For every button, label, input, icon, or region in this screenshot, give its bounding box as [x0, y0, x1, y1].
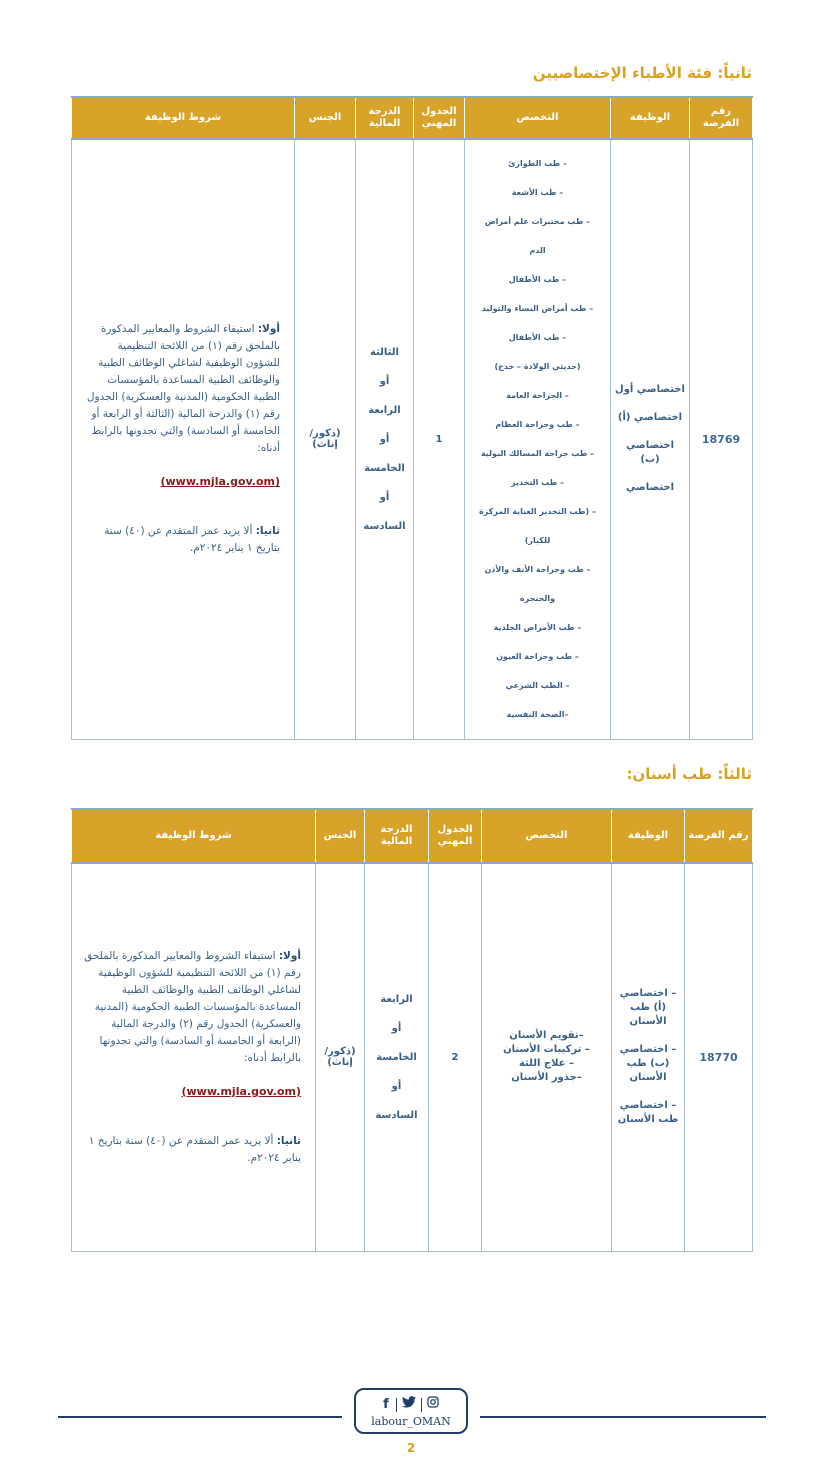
header-specialty: التخصص [482, 809, 612, 863]
mjla-link[interactable]: (www.mjla.gov.om) [181, 1084, 301, 1098]
job-title: اختصاصي [625, 482, 675, 494]
header-conditions: شروط الوظيفة [72, 97, 295, 139]
header-conditions: شروط الوظيفة [72, 809, 316, 863]
header-schedule: الجدول المهني [414, 97, 465, 139]
specialty-item: – طب وجراحة الأنف والأذن [484, 565, 591, 575]
gender: (ذكور/ إناث) [316, 863, 365, 1251]
facebook-icon[interactable]: f [383, 1397, 391, 1412]
specialty-item: – الطب الشرعي [505, 681, 570, 691]
condition-1-text: استيفاء الشروط والمعايير المذكورة بالملحق رقم (١) من اللائحة التنظيمية للشؤون الوظيفية لشاغلي الوظائف الطبية والوظائف الطبية المساعدة بالمؤسسات الطبية الحكومية (المدنية والعسكرية) الجدول رقم (١) والدرجة المالية (الثالثة أو الرابعة أو الخامسة أو السادسة) والتي تجدونها بالرابط أدناه: [86, 323, 280, 455]
specialty-item: –جذور الأسنان [511, 1072, 582, 1084]
table-row [72, 139, 753, 739]
header-gender: الجنس [316, 809, 365, 863]
header-gender: الجنس [295, 97, 356, 139]
job-title: اختصاصي أول [615, 384, 685, 396]
header-opp-no: رقم الفرصة [685, 809, 753, 863]
header-grade: الدرجة المالية [356, 97, 414, 139]
header-opp-no: رقم الفرصة [690, 97, 753, 139]
grade-item: الخامسة [376, 1051, 417, 1063]
specialty-item: للكبار) [524, 536, 551, 546]
specialty-item: – (طب التخدير العناية المركزة [478, 507, 596, 517]
specialty-item: – طب الأمراض الجلدية [493, 623, 582, 633]
specialty-item: – طب الأشعة [511, 188, 564, 198]
specialty-item: – تركيبات الأسنان [503, 1044, 590, 1056]
specialty-item: – طب التخدير [511, 478, 564, 488]
specialty-item: – طب جراحة المسالك البولية [480, 449, 595, 459]
job-title: اختصاصي (ب) [625, 440, 675, 466]
header-job: الوظيفة [612, 809, 685, 863]
grade-item: الخامسة [364, 462, 405, 474]
condition-1-label: أولا: [278, 949, 301, 962]
grade-item: الرابعة [380, 993, 413, 1005]
header-schedule: الجدول المهني [429, 809, 482, 863]
page-number: 2 [406, 1441, 416, 1455]
specialty-item: – علاج اللثة [518, 1058, 574, 1070]
grade-item: أو [391, 1080, 402, 1092]
section-title-dentistry: ثالثاً: طب أسنان: [626, 765, 752, 783]
grade-item: أو [379, 375, 390, 387]
schedule-number: 2 [429, 863, 482, 1251]
header-job: الوظيفة [611, 97, 690, 139]
job-title: – اختصاصي طب الأسنان [617, 1100, 679, 1126]
specialty-item: – طب وجراحة العظام [495, 420, 580, 430]
specialty-item: – الجراحة العامة [506, 391, 569, 401]
specialty-list [482, 863, 612, 1251]
specialty-item: والحنجرة [519, 594, 556, 604]
condition-2-label: ثانيا: [276, 1134, 301, 1147]
specialty-item: – طب الطوارئ [508, 159, 567, 169]
job-conditions [72, 139, 295, 739]
gender: (ذكور/ إناث) [295, 139, 356, 739]
specialty-item: – طب الأطفال [508, 333, 567, 343]
dentistry-table [71, 808, 753, 1252]
specialty-list [465, 139, 611, 739]
specialty-item: الدم [529, 246, 546, 256]
specialty-item: –تقويم الأسنان [509, 1030, 584, 1042]
footer-divider-right [480, 1416, 766, 1418]
grade-list [365, 863, 429, 1251]
grade-item: الرابعة [368, 404, 401, 416]
instagram-icon[interactable] [422, 1396, 444, 1412]
specialty-item: –الصحة النفسية [506, 710, 569, 720]
social-media-box [354, 1388, 468, 1434]
specialists-table [71, 96, 753, 740]
specialty-item: – طب الأطفال [508, 275, 567, 285]
job-title: – اختصاصي (أ) طب الأسنان [619, 988, 677, 1028]
job-titles [612, 863, 685, 1251]
condition-2-label: ثانيا: [255, 525, 280, 538]
schedule-number: 1 [414, 139, 465, 739]
job-titles [611, 139, 690, 739]
header-grade: الدرجة المالية [365, 809, 429, 863]
mjla-link[interactable]: (www.mjla.gov.om) [160, 475, 280, 489]
condition-1-text: استيفاء الشروط والمعايير المذكورة بالملحق رقم (١) من اللائحة التنظيمية للشؤون الوظيفية لشاغلي الوظائف الطبية والوظائف الطبية المساعدة بالمؤسسات الطبية الحكومية (المدنية والعسكرية) الجدول رقم (٢) والدرجة المالية (الرابعة أو الخامسة أو السادسة) والتي تجدونها بالرابط أدناه: [84, 949, 301, 1064]
grade-item: السادسة [375, 1109, 418, 1121]
job-title: اختصاصي (أ) [617, 412, 683, 424]
footer-divider-left [58, 1416, 342, 1418]
social-handle: labour_OMAN [371, 1415, 451, 1428]
grade-list [356, 139, 414, 739]
grade-item: أو [379, 491, 390, 503]
section-title-specialists: ثانياً: فئة الأطباء الإختصاصيين [532, 64, 752, 82]
opp-number: 18770 [685, 863, 753, 1251]
specialty-item: (حديثي الولادة – خدج) [494, 362, 581, 372]
condition-2-text: ألا يزيد عمر المتقدم عن (٤٠) سنة بتاريخ ١ يناير ٢٠٢٤م. [104, 525, 280, 555]
opp-number: 18769 [690, 139, 753, 739]
specialty-item: – طب وجراحة العيون [496, 652, 579, 662]
table-row [72, 863, 753, 1251]
grade-item: أو [391, 1022, 402, 1034]
condition-1-label: أولا: [257, 323, 280, 336]
grade-item: أو [379, 433, 390, 445]
grade-item: الثالثة [370, 346, 399, 358]
job-conditions [72, 863, 316, 1251]
header-specialty: التخصص [465, 97, 611, 139]
specialty-item: – طب أمراض النساء والتوليد [481, 304, 594, 314]
specialty-item: – طب مختبرات علم أمراض [484, 217, 591, 227]
condition-2-text: ألا يزيد عمر المتقدم عن (٤٠) سنة بتاريخ ١ يناير ٢٠٢٤م. [88, 1134, 301, 1164]
job-title: – اختصاصي (ب) طب الأسنان [619, 1044, 677, 1084]
twitter-icon[interactable] [397, 1396, 421, 1412]
grade-item: السادسة [363, 520, 406, 532]
